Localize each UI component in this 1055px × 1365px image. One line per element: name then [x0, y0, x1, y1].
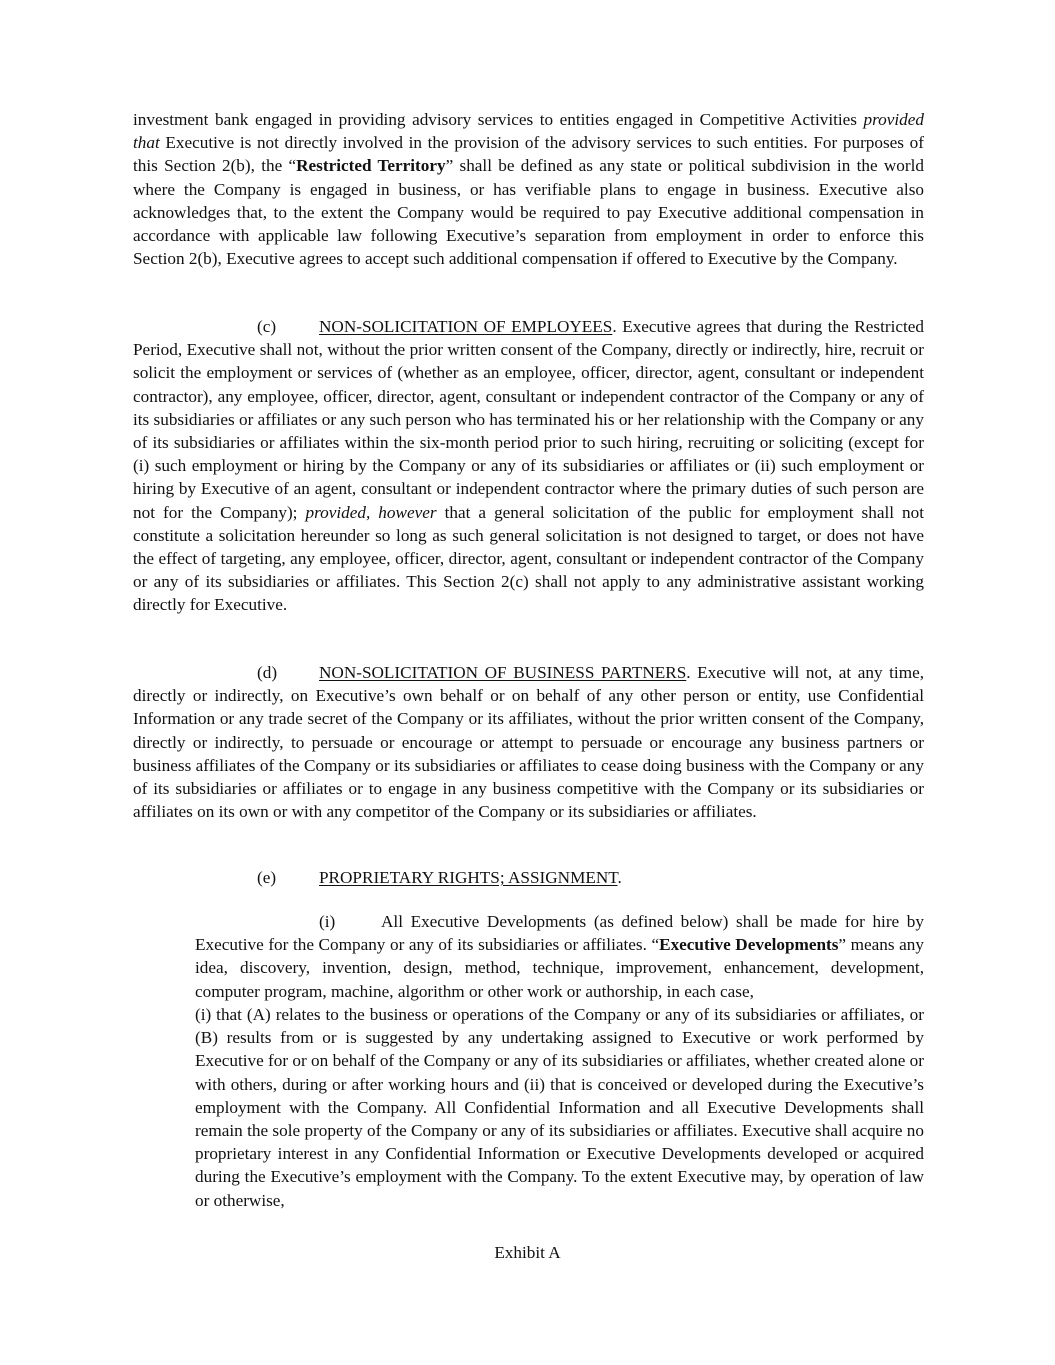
italic-text: provided, however — [305, 502, 437, 522]
text: . Executive will not, at any time, directly or indirectly, on Executive’s own behalf or on behalf of any other person or entity, use Confidential Information or any trade secret of the Company or its affiliates, without the prior written consent of the Company, directly or indirectly, to persuade or encourage or attempt to persuade or encourage any business partners or business affiliates of the Company or its subsidiaries or affiliates to cease doing business with the Company or any of its subsidiaries or affiliates or to engage in any business competitive with the Company or its subsidiaries or affiliates on its own or with any competitor of the Company or its subsidiaries or affiliates. — [133, 663, 924, 822]
text: . — [617, 868, 622, 887]
section-label-c: (c) — [257, 317, 277, 336]
paragraph-2e-i-continuation — [195, 1003, 924, 1212]
section-label-d: (d) — [257, 663, 278, 682]
paragraph-2d — [133, 661, 924, 823]
text: investment bank engaged in providing advisory services to entities engaged in Competitive Activities — [133, 110, 864, 129]
defined-term-restricted-territory: Restricted Territory — [296, 156, 446, 176]
paragraph-2e — [133, 866, 924, 889]
text: Executive is not directly involved in the provision of the advisory services to such entities. For purposes of this Section 2(b), the “ — [133, 133, 924, 176]
text: (i) that (A) relates to the business or operations of the Company or any of its subsidiaries or affiliates, or (B) results from or is suggested by any undertaking assigned to Executive or work performed by Executive for or on behalf of the Company or any of its subsidiaries or affiliates, whether created alone or with others, during or after working hours and (ii) that is conceived or developed during the Executive’s employment with the Company. All Confidential Information and all Executive Developments shall remain the sole property of the Company or any of its subsidiaries or affiliates. Executive shall acquire no proprietary interest in any Confidential Information or Executive Developments developed or acquired during the Executive’s employment with the Company. To the extent Executive may, by operation of law or otherwise, — [195, 1005, 924, 1210]
section-heading-non-solicitation-business-partners: NON-SOLICITATION OF BUSINESS PARTNERS — [319, 663, 687, 682]
italic-text: provided that — [133, 110, 924, 153]
text: ” means any idea, discovery, invention, design, method, technique, improvement, enhancement, development, computer program, machine, algorithm or other work or authorship, in each case, — [195, 935, 924, 1001]
subsection-label-i: (i) — [319, 912, 336, 931]
text: . Executive agrees that during the Restricted Period, Executive shall not, without the prior written consent of the Company, directly or indirectly, hire, recruit or solicit the employment or services of (whether as an employee, officer, director, agent, consultant or independent contractor), any employee, officer, director, agent, consultant or independent contractor of the Company or any of its subsidiaries or affiliates or any such person who has terminated his or her relationship with the Company or any of its subsidiaries or affiliates within the six-month period prior to such hiring, recruiting or soliciting (except for (i) such employment or hiring by the Company or any of its subsidiaries or affiliates or (ii) such employment or hiring by Executive of an agent, consultant or independent contractor where the primary duties of such person are not for the Company); — [133, 317, 924, 522]
section-heading-non-solicitation-employees: NON-SOLICITATION OF EMPLOYEES — [319, 317, 613, 336]
text: that a general solicitation of the public for employment shall not constitute a solicitation hereunder so long as such general solicitation is not designed to target, or does not have the effect of targeting, any employee, officer, director, agent, consultant or independent contractor of the Company or any of its subsidiaries or affiliates. This Section 2(c) shall not apply to any administrative assistant working directly for Executive. — [133, 502, 925, 615]
page-footer: Exhibit A — [494, 1243, 561, 1262]
text: ” shall be defined as any state or political subdivision in the world where the Company is engaged in business, or has verifiable plans to engage in business. Executive also acknowledges that, to the extent the Company would be required to pay Executive additional compensation in accordance with applicable law following Executive’s separation from employment in order to enforce this Section 2(b), Executive agrees to accept such additional compensation if offered to Executive by the Company. — [133, 156, 924, 269]
paragraph-2b-continuation — [133, 108, 924, 270]
paragraph-2c — [133, 315, 924, 617]
section-label-e: (e) — [257, 868, 277, 887]
text: All Executive Developments (as defined below) shall be made for hire by Executive for the Company or any of its subsidiaries or affiliates. “ — [195, 912, 924, 955]
section-heading-proprietary-rights: PROPRIETARY RIGHTS; ASSIGNMENT — [319, 868, 618, 887]
defined-term-executive-developments: Executive Developments — [659, 935, 839, 955]
paragraph-2e-i-first — [195, 910, 924, 1003]
